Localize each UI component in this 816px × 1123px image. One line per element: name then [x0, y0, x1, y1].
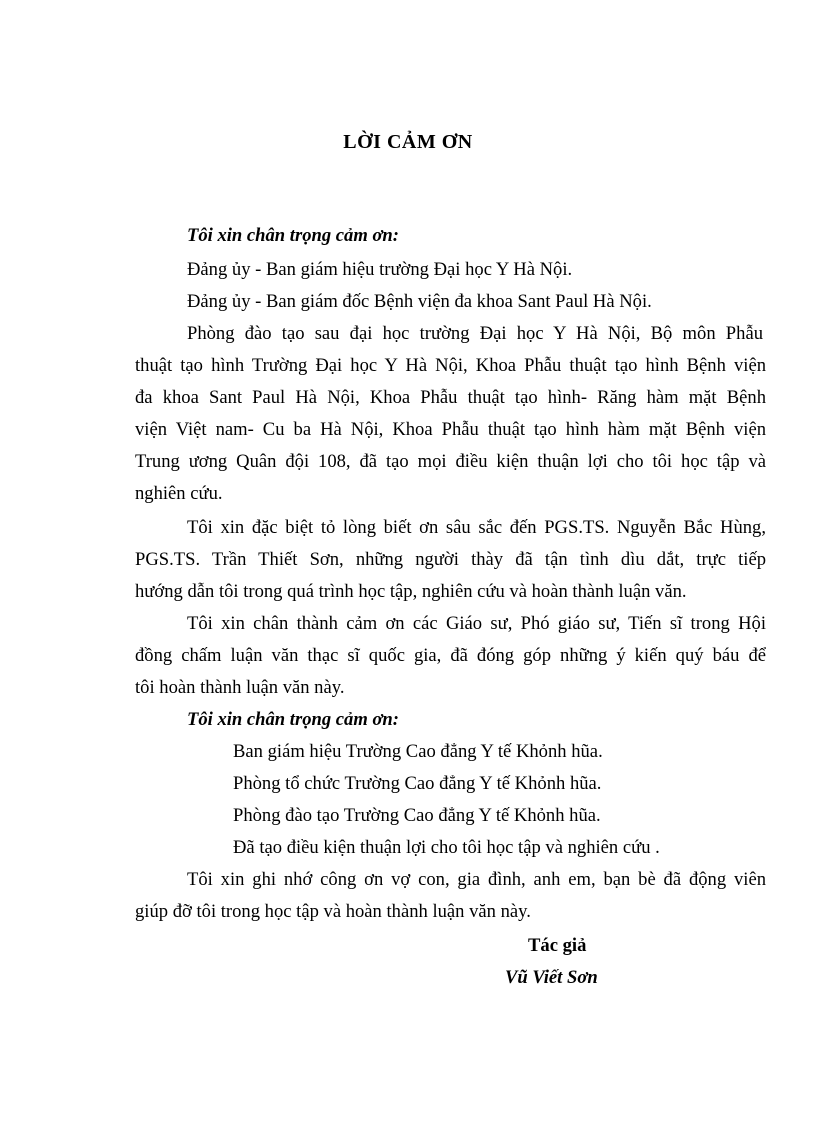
paragraph-family-line-1: Tôi xin ghi nhớ công ơn vợ con, gia đình, anh em, bạn bè đã động viên — [187, 869, 766, 890]
paragraph-departments-line-2: thuật tạo hình Trường Đại học Y Hà Nội, Khoa Phẫu thuật tạo hình Bệnh viện — [135, 355, 766, 376]
paragraph-departments-line-5: Trung ương Quân đội 108, đã tạo mọi điều kiện thuận lợi cho tôi học tập và — [135, 451, 766, 472]
thanks-line-party-committee-hospital: Đảng ủy - Ban giám đốc Bệnh viện đa khoa Sant Paul Hà Nội. — [187, 291, 652, 312]
paragraph-departments-line-1: Phòng đào tạo sau đại học trường Đại học Y Hà Nội, Bộ môn Phẫu — [187, 323, 763, 344]
paragraph-departments-line-4: viện Việt nam- Cu ba Hà Nội, Khoa Phẫu thuật tạo hình hàm mặt Bệnh viện — [135, 419, 766, 440]
page-title: LỜI CẢM ƠN — [343, 131, 473, 153]
paragraph-committee-line-3: tôi hoàn thành luận văn này. — [135, 677, 345, 698]
paragraph-departments-line-6: nghiên cứu. — [135, 483, 223, 504]
thanks-list-item: Phòng đào tạo Trường Cao đẳng Y tế Khỏnh hũa. — [233, 805, 601, 826]
thanks-list-item: Ban giám hiệu Trường Cao đẳng Y tế Khỏnh hũa. — [233, 741, 603, 762]
thanks-line-party-committee-university: Đảng ủy - Ban giám hiệu trường Đại học Y Hà Nội. — [187, 259, 573, 280]
thanks-heading-1: Tôi xin chân trọng cảm ơn: — [187, 225, 399, 246]
thanks-heading-2: Tôi xin chân trọng cảm ơn: — [187, 709, 399, 730]
paragraph-supervisors-line-2: PGS.TS. Trần Thiết Sơn, những người thày đã tận tình dìu dắt, trực tiếp — [135, 549, 766, 570]
paragraph-supervisors-line-1: Tôi xin đặc biệt tỏ lòng biết ơn sâu sắc đến PGS.TS. Nguyễn Bắc Hùng, — [187, 517, 766, 538]
paragraph-departments-line-3: đa khoa Sant Paul Hà Nội, Khoa Phẫu thuật tạo hình- Răng hàm mặt Bệnh — [135, 387, 766, 408]
paragraph-supervisors-line-3: hướng dẫn tôi trong quá trình học tập, nghiên cứu và hoàn thành luận văn. — [135, 581, 687, 602]
thanks-list-item: Phòng tổ chức Trường Cao đẳng Y tế Khỏnh hũa. — [233, 773, 602, 794]
paragraph-committee-line-1: Tôi xin chân thành cảm ơn các Giáo sư, Phó giáo sư, Tiến sĩ trong Hội — [187, 613, 766, 634]
paragraph-committee-line-2: đồng chấm luận văn thạc sĩ quốc gia, đã đóng góp những ý kiến quý báu để — [135, 645, 766, 666]
paragraph-family-line-2: giúp đỡ tôi trong học tập và hoàn thành luận văn này. — [135, 901, 531, 922]
signature-label: Tác giả — [528, 935, 587, 956]
thanks-list-item: Đã tạo điều kiện thuận lợi cho tôi học tập và nghiên cứu . — [233, 837, 660, 858]
signature-name: Vũ Viết Sơn — [505, 967, 598, 988]
